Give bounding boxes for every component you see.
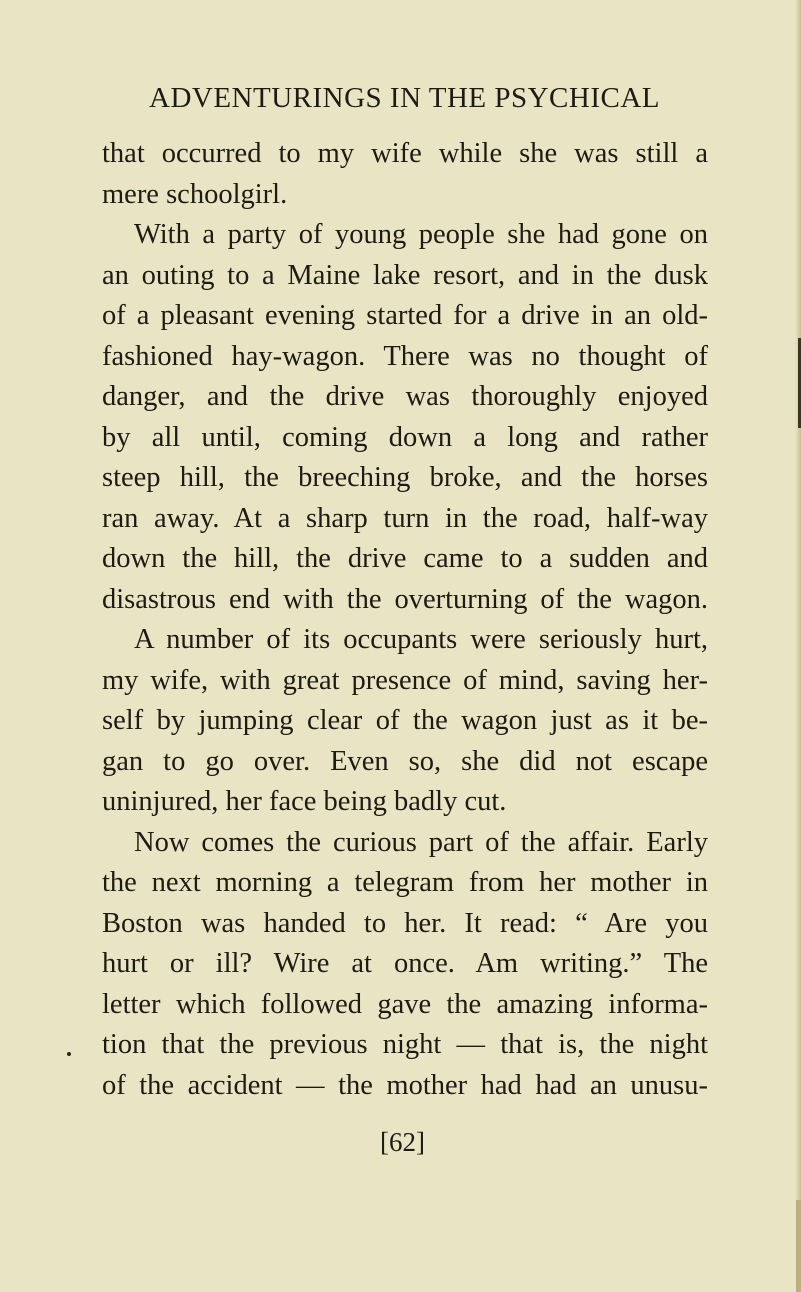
text-line: A number of its occupants were seriously hurt,	[134, 624, 708, 655]
running-head: ADVENTURINGS IN THE PSYCHICAL	[149, 82, 660, 114]
text-line: by all until, coming down a long and rather	[102, 421, 708, 453]
text-line: With a party of young people she had gone on	[134, 219, 708, 250]
text-line: ran away. At a sharp turn in the road, half-way	[102, 502, 708, 534]
text-line: hurt or ill? Wire at once. Am writing.” The	[102, 948, 708, 979]
text-line: uninjured, her face being badly cut.	[102, 786, 507, 817]
text-line: of the accident — the mother had had an unusu-	[102, 1069, 708, 1101]
page-edge-mark	[796, 1200, 801, 1292]
ink-speck	[67, 1052, 71, 1056]
text-line: Now comes the curious part of the affair. Early	[134, 826, 708, 858]
text-line: the next morning a telegram from her mother in	[102, 867, 708, 898]
text-line: that occurred to my wife while she was still a	[102, 138, 708, 169]
text-line: letter which followed gave the amazing informa-	[102, 988, 708, 1020]
text-line: self by jumping clear of the wagon just as it be-	[102, 705, 708, 736]
text-line: danger, and the drive was thoroughly enjoyed	[102, 381, 708, 412]
text-line: disastrous end with the overturning of the wagon.	[102, 583, 708, 615]
text-line: tion that the previous night — that is, the night	[102, 1029, 708, 1060]
page-edge-shadow	[795, 0, 801, 1292]
text-line: gan to go over. Even so, she did not escape	[102, 745, 708, 777]
text-line: my wife, with great presence of mind, saving her-	[102, 664, 708, 696]
page-number: [62]	[380, 1127, 425, 1157]
text-line: down the hill, the drive came to a sudden and	[102, 543, 708, 574]
text-line: Boston was handed to her. It read: “ Are you	[102, 907, 708, 939]
text-line: steep hill, the breeching broke, and the horses	[102, 462, 708, 493]
text-line: an outing to a Maine lake resort, and in the dusk	[102, 259, 708, 291]
body-text	[102, 134, 708, 1106]
text-line: of a pleasant evening started for a drive in an old-	[102, 300, 708, 331]
text-line: fashioned hay-wagon. There was no thought of	[102, 340, 708, 372]
text-line: mere schoolgirl.	[102, 178, 288, 210]
